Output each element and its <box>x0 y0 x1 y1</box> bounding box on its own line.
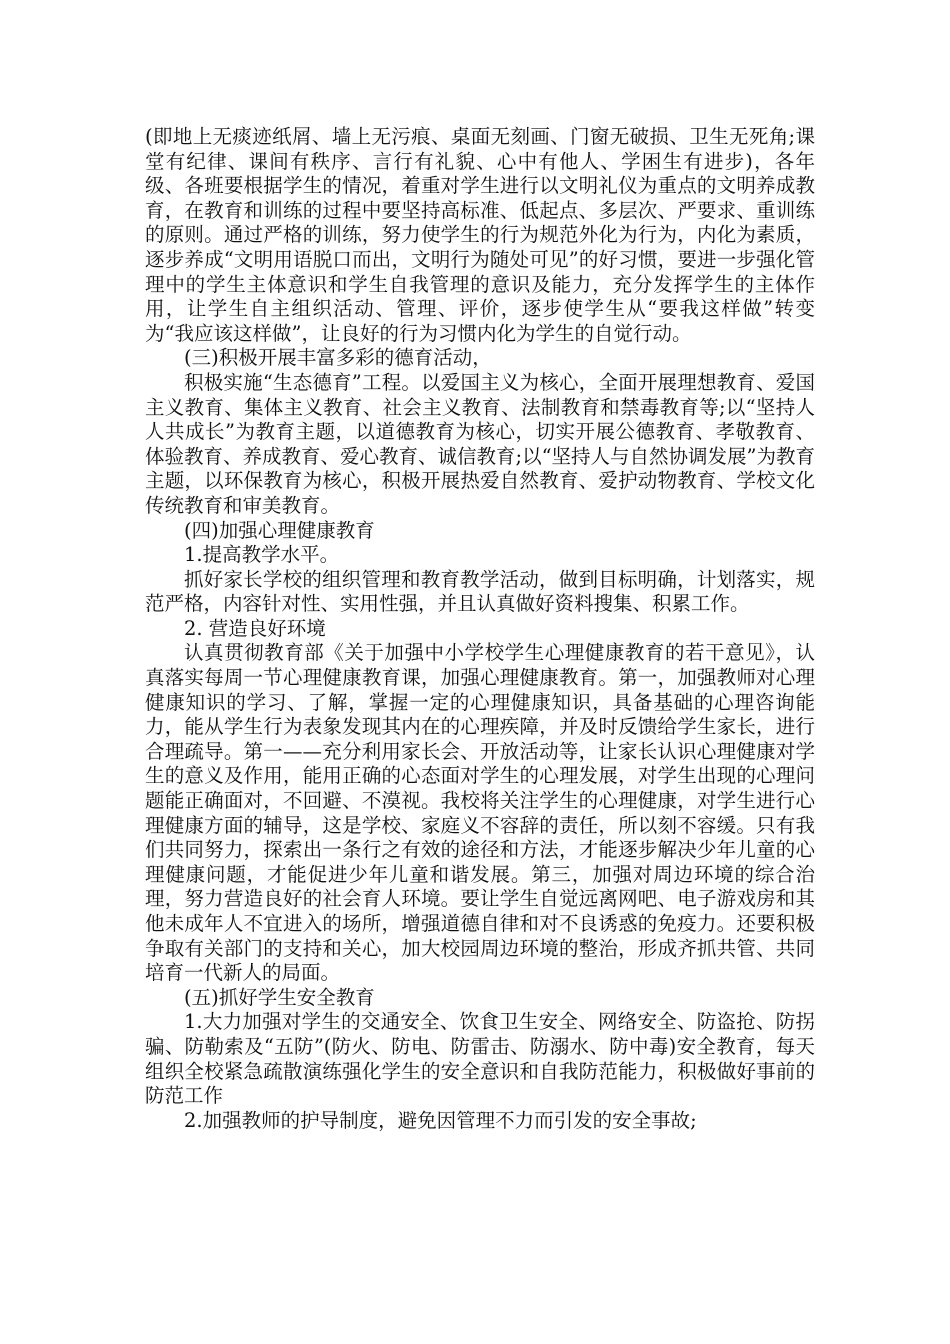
heading-moral-activities: (三)积极开展丰富多彩的德育活动， <box>184 346 492 370</box>
heading-mental-health: (四)加强心理健康教育 <box>184 518 375 542</box>
document-body <box>145 125 815 1133</box>
subheading-environment: 2. 营造良好环境 <box>184 616 326 640</box>
paragraph-behavior-norms: (即地上无痰迹纸屑、墙上无污痕、桌面无刻画、门窗无破损、卫生无死角;课堂有纪律、课间有秩序、言行有礼貌、心中有他人、学困生有进步)，各年级、各班要根据学生的情况，着重对学生进行以文明礼仪为重点的文明养成教育，在教育和训练的过程中要坚持高标准、低起点、多层次、严要求、重训练的原则。通过严格的训练，努力使学生的行为规范外化为行为，内化为素质，逐步养成“文明用语脱口而出，文明行为随处可见”的好习惯，要进一步强化管理中的学生主体意识和学生自我管理的意识及能力，充分发挥学生的主体作用，让学生自主组织活动、管理、评价，逐步使学生从“要我这样做”转变为“我应该这样做”，让良好的行为习惯内化为学生的自觉行动。 <box>145 125 815 345</box>
heading-safety-education: (五)抓好学生安全教育 <box>184 985 375 1009</box>
subheading-teaching-level: 1.提高教学水平。 <box>184 543 340 567</box>
paragraph-teacher-duty: 2.加强教师的护导制度，避免因管理不力而引发的安全事故; <box>184 1108 697 1132</box>
paragraph-eco-moral-education: 积极实施“生态德育”工程。以爱国主义为核心，全面开展理想教育、爱国主义教育、集体主义教育、社会主义教育、法制教育和禁毒教育等;以“坚持人人共成长”为教育主题，以道德教育为核心，切实开展公德教育、孝敬教育、体验教育、养成教育、爱心教育、诚信教育;以“坚持人与自然协调发展”为教育主题，以环保教育为核心，积极开展热爱自然教育、爱护动物教育、学校文化传统教育和审美教育。 <box>145 370 816 517</box>
paragraph-mental-health-policy: 认真贯彻教育部《关于加强中小学校学生心理健康教育的若干意见》，认真落实每周一节心理健康教育课，加强心理健康教育。第一，加强教师对心理健康知识的学习、了解，掌握一定的心理健康知识，具备基础的心理咨询能力，能从学生行为表象发现其内在的心理疾障，并及时反馈给学生家长，进行合理疏导。第一——充分利用家长会、开放活动等，让家长认识心理健康对学生的意义及作用，能用正确的心态面对学生的心理发展，对学生出现的心理问题能正确面对，不回避、不漠视。我校将关注学生的心理健康，对学生进行心理健康方面的辅导，这是学校、家庭义不容辞的责任，所以刻不容缓。只有我们共同努力，探索出一条行之有效的途径和方法，才能逐步解决少年儿童的心理健康问题，才能促进少年儿童和谐发展。第三，加强对周边环境的综合治理，努力营造良好的社会育人环境。要让学生自觉远离网吧、电子游戏房和其他未成年人不宜进入的场所，增强道德自律和对不良诱惑的免疫力。还要积极争取有关部门的支持和关心，加大校园周边环境的整治，形成齐抓共管、共同培育一代新人的局面。 <box>145 641 815 985</box>
paragraph-parent-school: 抓好家长学校的组织管理和教育教学活动，做到目标明确，计划落实，规范严格，内容针对性、实用性强，并且认真做好资料搜集、积累工作。 <box>145 567 815 616</box>
paragraph-safety-measures: 1.大力加强对学生的交通安全、饮食卫生安全、网络安全、防盗抢、防拐骗、防勒索及“五防”(防火、防电、防雷击、防溺水、防中毒)安全教育，每天组织全校紧急疏散演练强化学生的安全意识和自我防范能力，积极做好事前的防范工作 <box>145 1010 815 1108</box>
